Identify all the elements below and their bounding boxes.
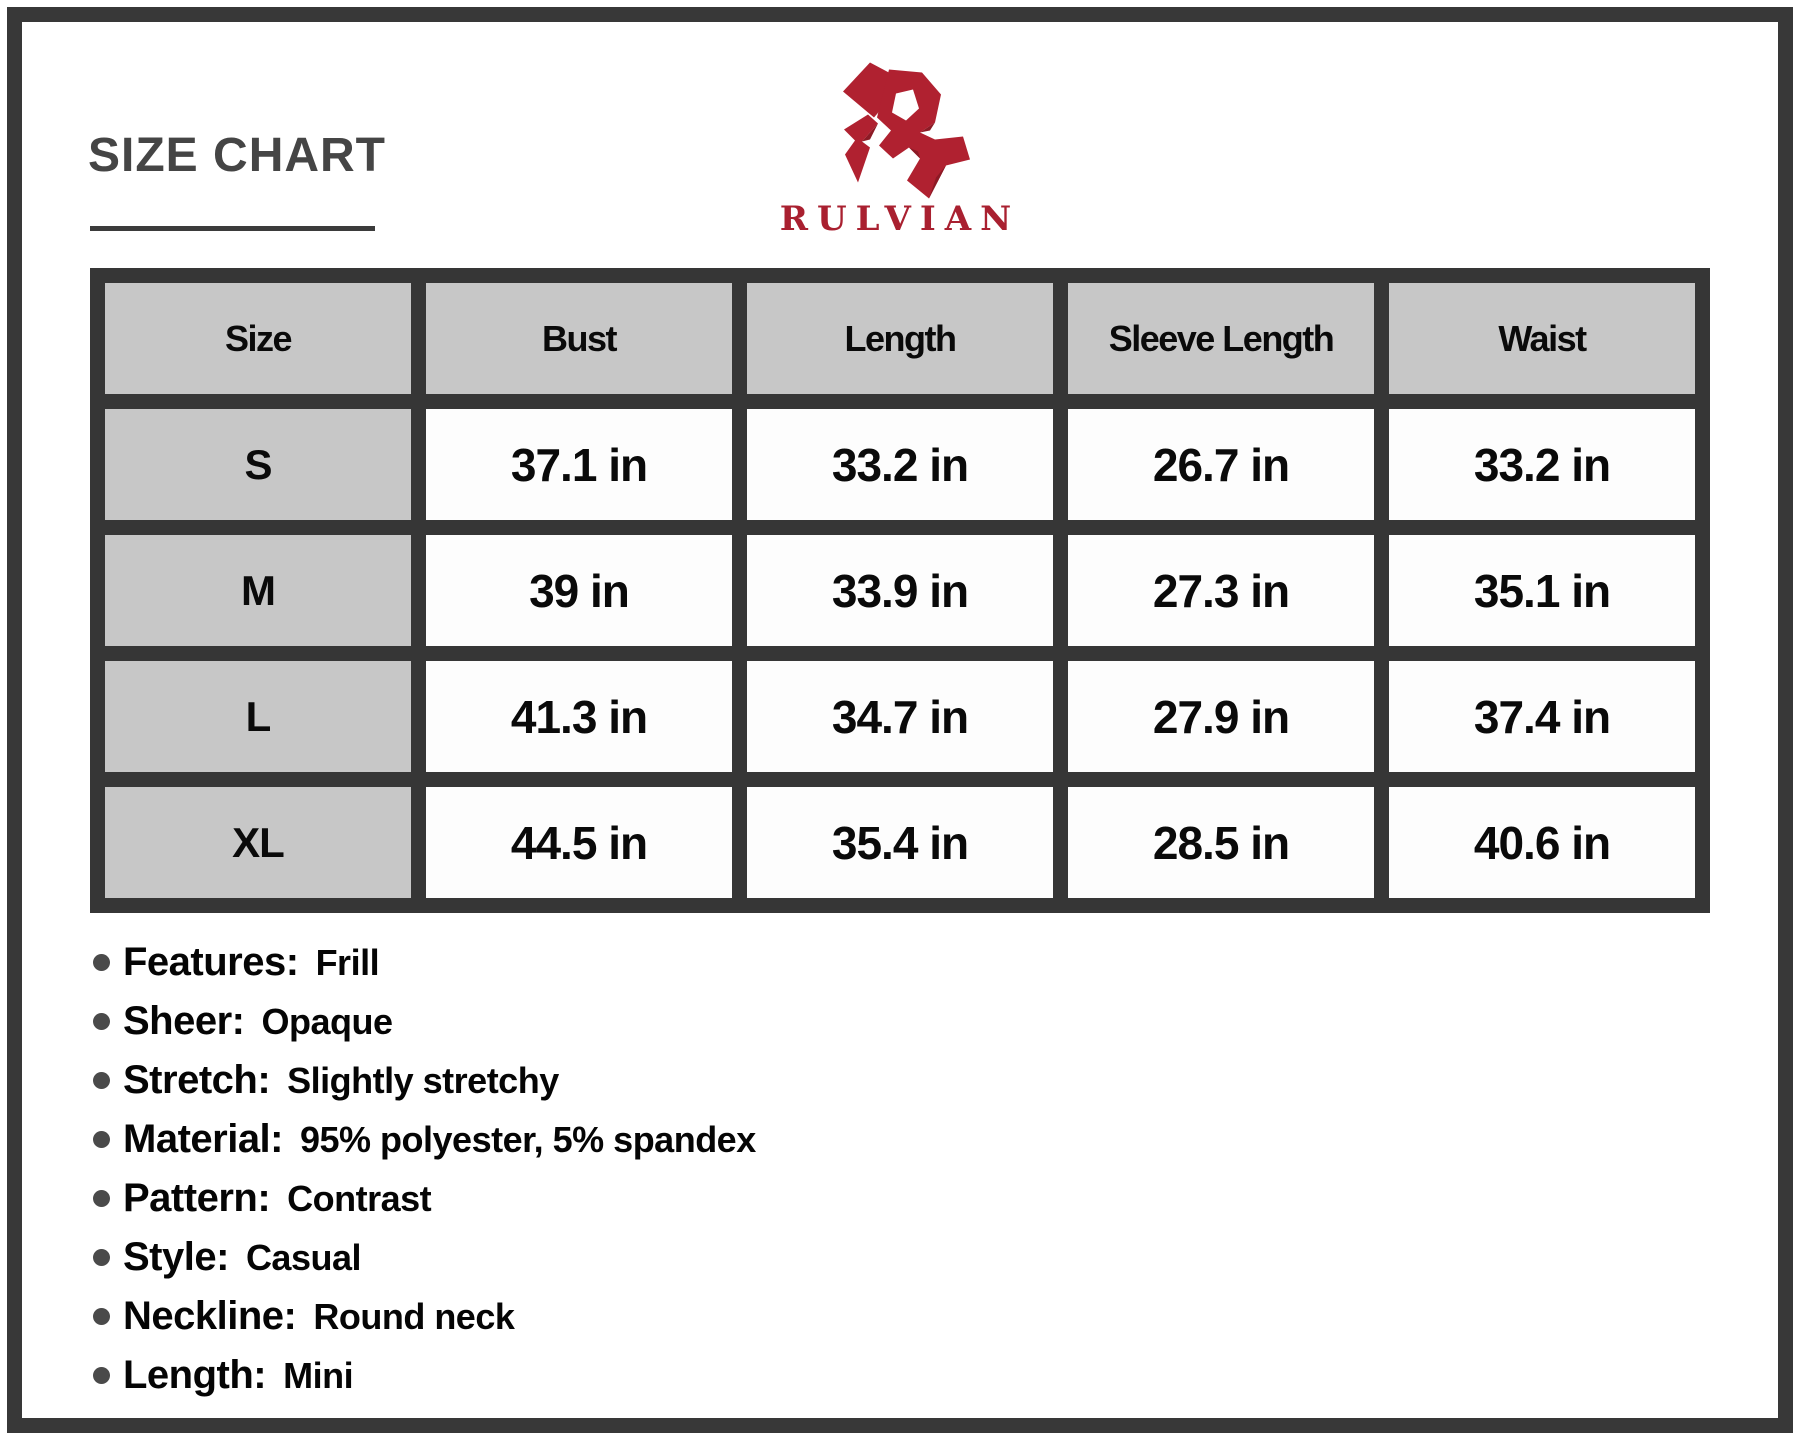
row-l-size: L [105,661,411,772]
row-s-sleeve-length: 26.7 in [1068,409,1374,520]
row-m-size: M [105,535,411,646]
column-header-bust: Bust [426,283,732,394]
detail-value: Frill [315,941,380,983]
row-l-sleeve-length: 27.9 in [1068,661,1374,772]
bullet-icon [93,1367,110,1384]
row-m-length: 33.9 in [747,535,1053,646]
column-header-size: Size [105,283,411,394]
row-xl-sleeve-length: 28.5 in [1068,787,1374,898]
bullet-icon [93,1072,110,1089]
bullet-icon [93,1190,110,1207]
row-m-sleeve-length: 27.3 in [1068,535,1374,646]
detail-label: Neckline: [123,1294,297,1338]
row-l-waist: 37.4 in [1389,661,1695,772]
detail-label: Material: [123,1117,283,1161]
detail-value: Mini [283,1354,354,1396]
row-xl-length: 35.4 in [747,787,1053,898]
column-header-waist: Waist [1389,283,1695,394]
row-l-length: 34.7 in [747,661,1053,772]
detail-value: Round neck [313,1295,515,1337]
detail-value: Casual [245,1236,361,1278]
list-item [88,992,756,1051]
bullet-icon [93,1013,110,1030]
row-m-bust: 39 in [426,535,732,646]
row-l-bust: 41.3 in [426,661,732,772]
row-xl-waist: 40.6 in [1389,787,1695,898]
list-item [88,933,756,992]
detail-value: Contrast [287,1177,432,1219]
row-xl-size: XL [105,787,411,898]
row-s-size: S [105,409,411,520]
detail-value: Slightly stretchy [287,1059,559,1101]
row-s-waist: 33.2 in [1389,409,1695,520]
detail-label: Stretch: [123,1058,271,1102]
column-header-length: Length [747,283,1053,394]
detail-label: Style: [123,1235,229,1279]
row-m-waist: 35.1 in [1389,535,1695,646]
brand-name: RULVIAN [779,199,1021,239]
column-header-sleeve-length: Sleeve Length [1068,283,1374,394]
detail-label: Features: [123,940,299,984]
list-item [88,1051,756,1110]
detail-value: Opaque [261,1000,393,1042]
bullet-icon [93,1249,110,1266]
row-xl-bust: 44.5 in [426,787,732,898]
product-details-list [88,933,756,1405]
list-item [88,1346,756,1405]
detail-value: 95% polyester, 5% spandex [300,1118,756,1160]
list-item [88,1287,756,1346]
detail-label: Pattern: [123,1176,271,1220]
list-item [88,1169,756,1228]
list-item [88,1110,756,1169]
bullet-icon [93,1131,110,1148]
brand-logo-r-icon [832,58,972,206]
row-s-bust: 37.1 in [426,409,732,520]
page-title: SIZE CHART [88,129,386,182]
row-s-length: 33.2 in [747,409,1053,520]
detail-label: Length: [123,1353,267,1397]
bullet-icon [93,1308,110,1325]
list-item [88,1228,756,1287]
detail-label: Sheer: [123,999,245,1043]
bullet-icon [93,954,110,971]
size-table [90,268,1710,913]
